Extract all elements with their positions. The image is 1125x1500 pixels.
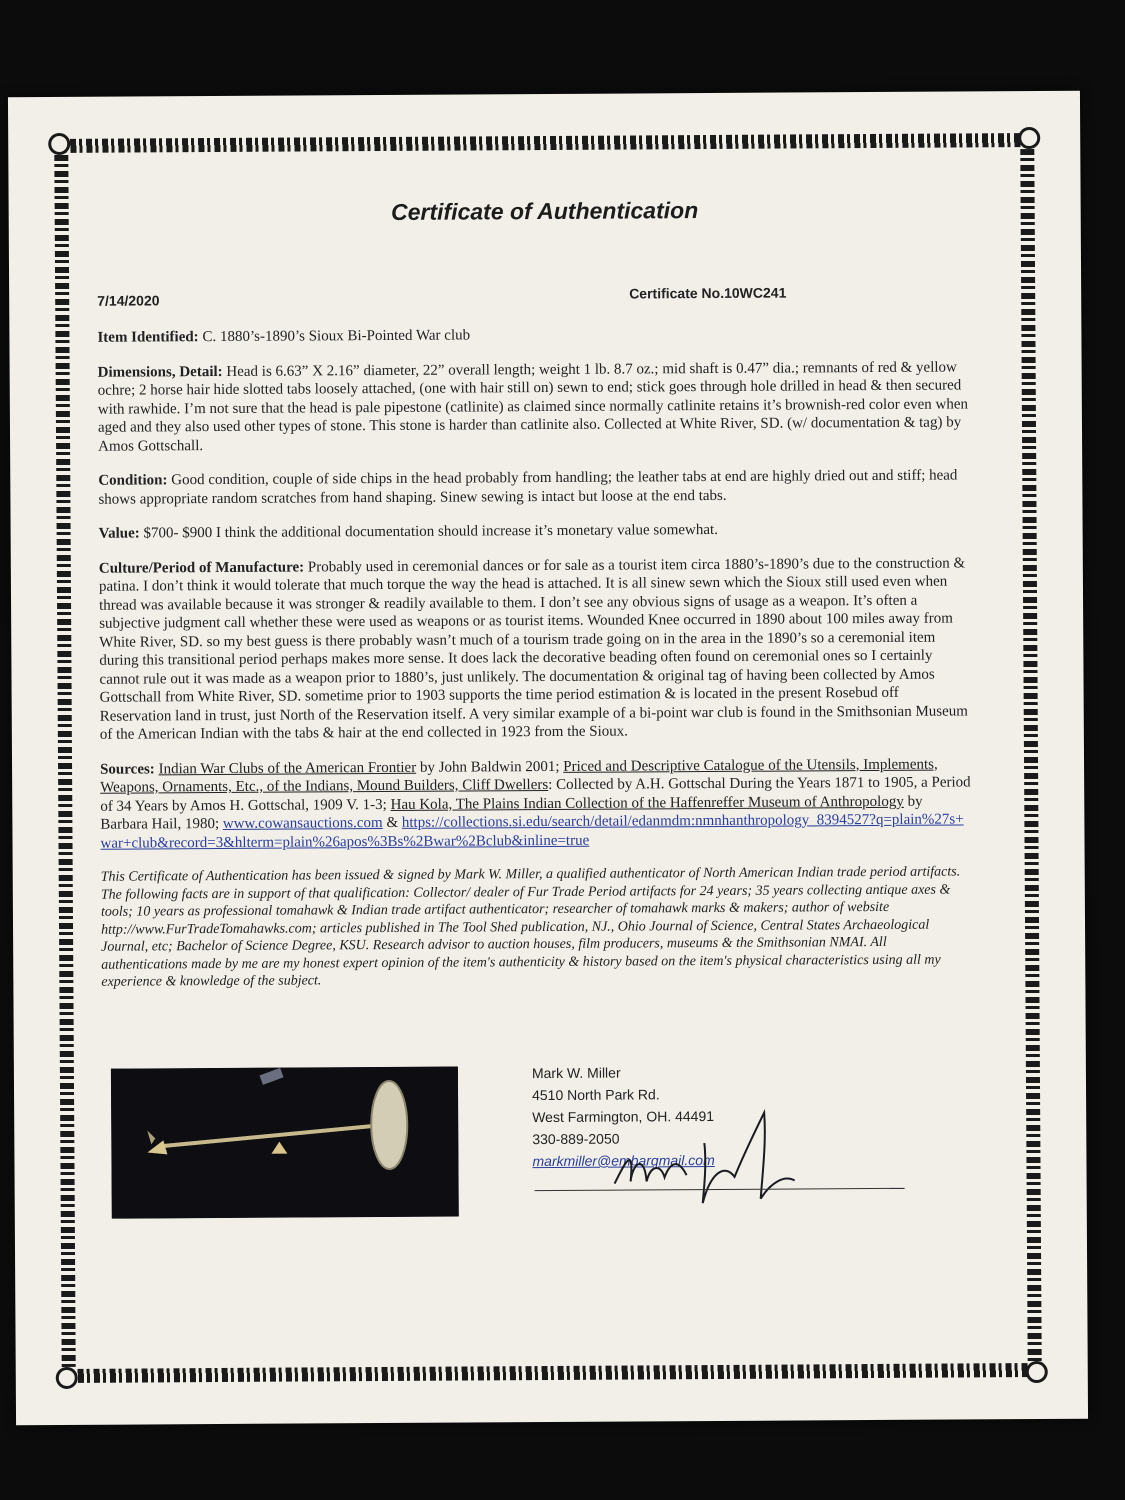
sources-section [100, 755, 973, 853]
culture-label: Culture/Period of Manufacture: [98, 558, 305, 577]
cowans-link[interactable]: www.cowansauctions.com [222, 815, 383, 832]
contact-name: Mark W. Miller [531, 1064, 621, 1082]
source-2-tail: : Collected by A.H. Gottschal During the Years 1871 to 1905, a Period of 34 Years by Amos H. Gottschal, 1909 V. 1-3; [100, 774, 971, 815]
item-label: Item Identified: [97, 329, 199, 346]
dimensions-text: Head is 6.63” X 2.16” diameter, 22” overall length; weight 1 lb. 8.7 oz.; mid shaft is 0.47” dia.; remnants of red & yellow ochre; 2 horse hair hide slotted tabs loosely attached, (one with hair still on) sewn to end; stick goes through hole drilled in head & then secured with rawhide. I’m not sure that the head is pale pipestone (catlinite) as claimed since normally catlinite retains it’s brownish-red color even when aged and they also used other types of stone. This stone is harder than catlinite also. Collected at White River, SD. (w/ documentation & tag) by Amos Gottschall. [97, 358, 969, 455]
ampersand: & [382, 814, 402, 832]
corner-ornament [56, 1367, 78, 1389]
condition-label: Condition: [98, 472, 168, 489]
sources-label: Sources: [100, 760, 155, 778]
border-right [1020, 149, 1041, 1361]
culture-text: Probably used in ceremonial dances or for sale as a tourist item circa 1880’s-1890’s due to the construction & patina. I don’t think it would tolerate that much torque the way the head is attached. It is all sinew sewn which the Sioux still used even when thread was available because it was stronger & readily available to them. I don’t see any obvious signs of usage as a weapon. It’s often a subjective judgment call whether these were used as weapons or as tourist items. Wounded Knee occurred in 1890 about 100 miles away from White River, SD. so my best guess is there probably wasn’t much of a tourism trade going on in the area in the 1890’s so a ceremonial item during this transitional period perhaps makes more sense. It does lack the decorative beading often found on ceremonial ones so I certainly cannot rule out it was made as a weapon prior to 1880’s, just unlikely. The documentation & original tag of having been collected by Amos Gottschall from White River, SD. sometime prior to 1903 supports the time period estimation & is located in the present Rosebud off Reservation land in trust, just North of the Reservation itself. A very similar example of a bi-point war club is found in the Smithsonian Museum of the American Indian with the tabs & hair at the end collected in 1923 from the Sioux. [98, 554, 968, 743]
certificate-body [97, 323, 973, 1007]
certificate-number: Certificate No.10WC241 [629, 284, 787, 302]
border-left [54, 155, 75, 1367]
item-text: C. 1880’s-1890’s Sioux Bi-Pointed War club [202, 327, 471, 346]
border-bottom [62, 1363, 1042, 1383]
signature [594, 1102, 835, 1213]
war-club-illustration [111, 1067, 459, 1219]
corner-ornament [1026, 1361, 1048, 1383]
value-label: Value: [98, 525, 140, 542]
contact-phone: 330-889-2050 [532, 1130, 620, 1148]
value-text: $700- $900 I think the additional documentation should increase it’s monetary value somewhat. [143, 521, 718, 542]
value-section [99, 519, 971, 543]
source-2: Priced and Descriptive Catalogue of the Utensils, Implements, Weapons, Ornaments, Etc., of the Indians, Mound Builders, Cliff Dwellers [100, 756, 938, 796]
corner-ornament [48, 133, 70, 155]
contact-city: West Farmington, OH. 44491 [532, 1107, 715, 1126]
source-3-tail: by Barbara Hail, 1980; [100, 793, 923, 833]
corner-ornament [1018, 127, 1040, 149]
border-top [54, 133, 1034, 153]
source-1-tail: by John Baldwin 2001; [416, 758, 564, 776]
authenticator-statement: This Certificate of Authentication has been issued & signed by Mark W. Miller, a qualified authenticator of North American Indian trade period artifacts. The following facts are in support of that qualification: Collector/ dealer of Fur Trade Period artifacts for 24 years; 35 years collecting antique axes & tools; 10 years as professional tomahawk & Indian trade artifact authenticator; researcher of tomahawk marks & makers; author of website http://www.FurTradeTomahawks.com; articles published in The Tool Shed publication, NJ., Ohio Journal of Science, Central States Archaeological Journal, etc; Bachelor of Science Degree, KSU. Research advisor to auction houses, film producers, museums & the Smithsonian NMAI. All authentications made by me are my honest expert opinion of the item's authenticity & history based on the item's physical characteristics using all my experience & knowledge of the subject. [100, 864, 961, 990]
smithsonian-link[interactable]: https://collections.si.edu/search/detail/edanmdm:nmnhanthropology_8394527?q=plain%27s+war+club&record=3&hlterm=plain%26apos%3Bs%2Bwar%2Bclub&inline=true [100, 811, 964, 852]
contact-address: 4510 North Park Rd. [532, 1086, 660, 1104]
condition-text: Good condition, couple of side chips in the head probably from handling; the leather tabs at end are highly dried out and stiff; head shows appropriate random scratches from hand shaping. Sinew sewing is intact but loose at the end tabs. [98, 467, 958, 508]
war-club-photo [111, 1067, 459, 1219]
culture-section [99, 554, 972, 744]
condition-section [98, 466, 970, 508]
item-section [97, 323, 969, 347]
contact-email[interactable]: markmiller@embarqmail.com [532, 1151, 715, 1170]
dimensions-section [98, 358, 971, 456]
certificate-date: 7/14/2020 [97, 292, 160, 309]
source-1: Indian War Clubs of the American Frontier [158, 759, 417, 777]
dimensions-label: Dimensions, Detail: [97, 363, 223, 381]
certificate-paper [8, 91, 1088, 1426]
source-3: Hau Kola, The Plains Indian Collection of the Haffenreffer Museum of Anthropology [390, 793, 904, 813]
certificate-title: Certificate of Authentication [391, 197, 699, 225]
